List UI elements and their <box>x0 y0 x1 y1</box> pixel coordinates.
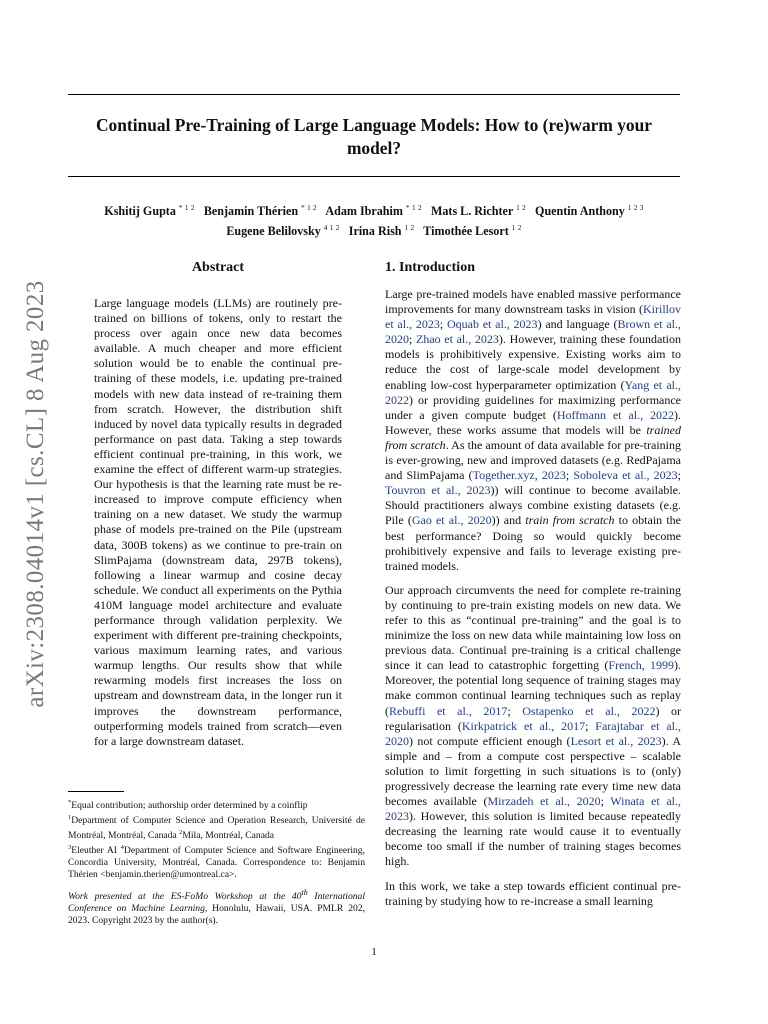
intro-paragraph-2: Our approach circumvents the need for complete re-training by continuing to pre-train existing models on new data. We refer to this as “continual pre-training” and the goal is to minimize the loss on new data while maintaining low loss on previous data. Continual pre-training is a critical challenge since it can lead to catastrophic forgetting (French, 1999). Moreover, the potential long sequence of training stages may make common continual learning techniques such as replay (Rebuffi et al., 2017; Ostapenko et al., 2022) or regularisation (Kirkpatrick et al., 2017; Farajtabar et al., 2020) not compute efficient enough (Lesort et al., 2023). A simple and – from a compute cost perspective – scalable solution to limit forgetting in such situations is to (only) progressively decrease the learning rate every time new data becomes available (Mirzadeh et al., 2020; Winata et al., 2023). However, this solution is limited because repeatedly decreasing the learning rate would cause it to eventually become too small if the number of training stages becomes high. <box>385 582 682 869</box>
citation-link[interactable]: Mirzadeh et al., 2020 <box>487 794 601 809</box>
citation-link[interactable]: Farajtabar et al., 2020 <box>385 718 681 748</box>
citation-link[interactable]: Winata et al., 2023 <box>385 794 681 824</box>
citation-link[interactable]: Lesort et al., 2023 <box>570 733 662 748</box>
citation-link[interactable]: Ostapenko et al., 2022 <box>522 703 656 718</box>
author: Eugene Belilovsky $^{4 1 2}$ <box>226 224 340 239</box>
citation-link[interactable]: Kirillov et al., 2023 <box>385 302 681 332</box>
arxiv-stamp: arXiv:2308.04014v1 [cs.CL] 8 Aug 2023 <box>22 280 49 708</box>
citation-link[interactable]: Together.xyz, 2023 <box>472 468 566 483</box>
author: Adam Ibrahim $^{* 1 2}$ <box>325 204 422 219</box>
citation-link[interactable]: Brown et al., 2020 <box>385 317 681 347</box>
abstract-heading: Abstract <box>191 260 245 275</box>
citation-link[interactable]: French, 1999 <box>608 658 674 673</box>
citation-link[interactable]: Touvron et al., 2023 <box>385 483 491 498</box>
citation-link[interactable]: Hoffmann et al., 2022 <box>556 407 674 422</box>
title-bottom-rule <box>68 176 680 177</box>
title-top-rule <box>68 94 680 95</box>
author: Irina Rish $^{1 2}$ <box>348 224 415 239</box>
footnote-rule <box>68 791 124 792</box>
author-list <box>76 200 672 240</box>
workshop-note: Work presented at the ES-FoMo Workshop at the 40th International Conference on Machine Learning, Honolulu, Hawaii, USA. PMLR 202, 2023. Copyright 2023 by the author(s). <box>68 888 366 926</box>
intro-paragraph-3: In this work, we take a step towards efficient continual pre-training by studying how to re-increase a small learning <box>385 878 681 908</box>
author: Quentin Anthony $^{1 2 3}$ <box>535 204 644 219</box>
author: Timothée Lesort $^{1 2}$ <box>423 224 522 239</box>
intro-paragraph-1: Large pre-trained models have enabled massive performance improvements for many downstream tasks in vision (Kirillov et al., 2023; Oquab et al., 2023) and language (Brown et al., 2020; Zhao et al., 2023). However, training these foundation models is prohibitively expensive. Existing works aim to reduce the cost of large-scale model development by enabling low-cost hyperparameter optimization (Yang et al., 2022) or providing guidelines for maximizing performance under a given compute budget (Hoffmann et al., 2022). However, these works assume that models will be trained from scratch. As the amount of data available for pre-training is ever-growing, new and improved datasets (e.g. RedPajama and SlimPajama (Together.xyz, 2023; Soboleva et al., 2023; Touvron et al., 2023)) will continue to become available. Should practitioners always combine existing datasets (e.g. Pile (Gao et al., 2020)) and train from scratch to obtain the best performance? Doing so would quickly become prohibitively expensive and fails to leverage existing pre-trained models. <box>385 287 682 573</box>
paper-title: Continual Pre-Training of Large Language Models: How to (re)warm your model? <box>96 115 652 158</box>
introduction-heading: 1. Introduction <box>385 260 475 275</box>
author: Kshitij Gupta $^{* 1 2}$ <box>104 204 195 219</box>
citation-link[interactable]: Rebuffi et al., 2017 <box>389 703 508 718</box>
abstract-body <box>94 296 342 749</box>
citation-link[interactable]: Zhao et al., 2023 <box>415 332 499 347</box>
footnotes: *Equal contribution; authorship order determined by a coinflip $^1$Department of Computer Science and Operation Research, Université de Montréal, Montréal, Canada $^2$Mila, Montréal, Canada $^3$Eleuther AI $^4$Department of Computer Science and Software Engineering, Concordia University, Montréal, Canada. Correspondence to: Benjamin Thérien <benjamin.therien@umontreal.ca>. <box>68 799 365 881</box>
author: Mats L. Richter $^{1 2}$ <box>430 204 526 219</box>
abstract-text: Large language models (LLMs) are routinely pre-trained on billions of tokens, only to restart the process over again once new data becomes available. A much cheaper and more efficient solution would be to enable the continual pre-training of these models, i.e. updating pre-trained models with new data instead of re-training them from scratch. However, the distribution shift induced by novel data typically results in degraded performance on past data. Taking a step towards efficient continual pre-training, in this work, we examine the effect of different warm-up strategies. Our hypothesis is that the learning rate must be re-increased to improve compute efficiency when training on a new dataset. We study the warmup phase of models pre-trained on the Pile (upstream data, 300B tokens) as we continue to pre-train on SlimPajama (downstream data, 297B tokens), following a linear warmup and cosine decay schedule. We conduct all experiments on the Pythia 410M language model architecture and evaluate performance through validation perplexity. We experiment with different pre-training checkpoints, various maximum learning rates, and various warmup lengths. Our results show that while rewarming models first increases the loss on upstream and downstream data, in the longer run it improves the downstream performance, outperforming models trained from scratch—even for a large downstream dataset. <box>94 296 342 748</box>
citation-link[interactable]: Kirkpatrick et al., 2017 <box>461 718 586 733</box>
citation-link[interactable]: Gao et al., 2020 <box>411 513 492 528</box>
citation-link[interactable]: Soboleva et al., 2023 <box>573 468 678 483</box>
citation-link[interactable]: Oquab et al., 2023 <box>446 317 538 332</box>
citation-link[interactable]: Yang et al., 2022 <box>385 377 681 407</box>
page-number: 1 <box>371 946 377 958</box>
author: Benjamin Thérien $^{* 1 2}$ <box>203 204 317 219</box>
introduction-body <box>385 287 681 918</box>
